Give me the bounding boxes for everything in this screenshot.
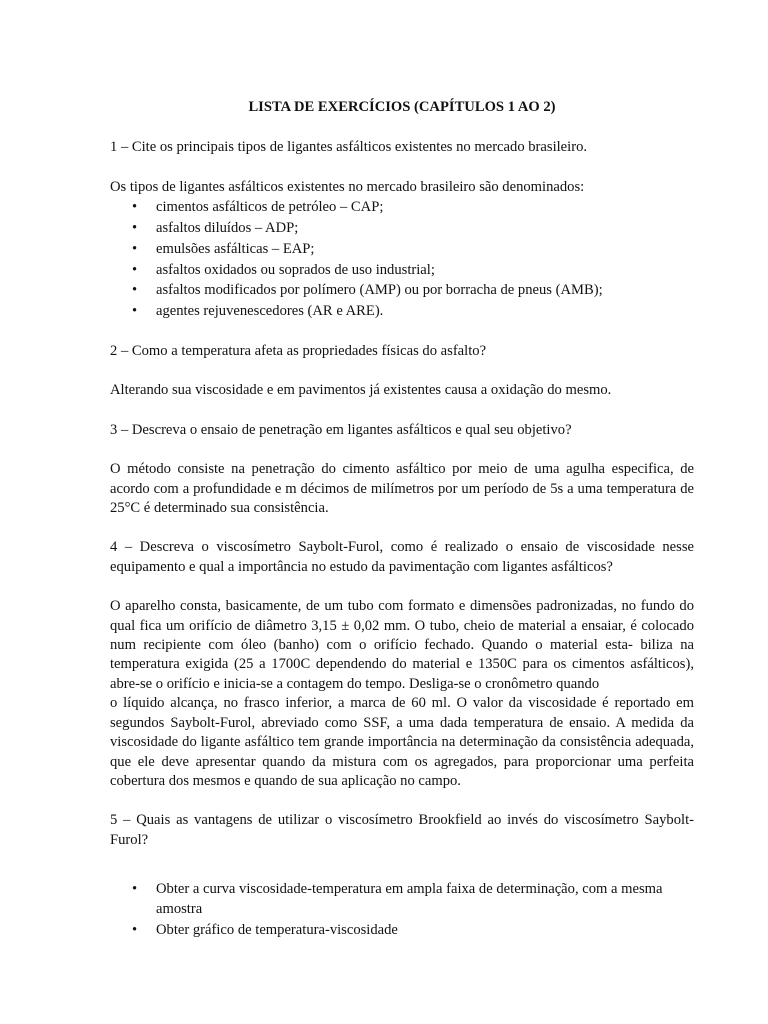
list-item: • cimentos asfálticos de petróleo – CAP; [110, 197, 694, 218]
question-4: 4 – Descreva o viscosímetro Saybolt-Furol, como é realizado o ensaio de viscosidade nesse equipamento e qual a importância no estudo da pavimentação com ligantes asfálticos? [110, 539, 694, 575]
answer-3: O método consiste na penetração do cimento asfáltico por meio de uma agulha especifica, de acordo com a profundidade e m décimos de milímetros por um período de 5s a uma temperatura de 25°C é determinado sua consistência. [110, 461, 694, 517]
answer-1-intro: Os tipos de ligantes asfálticos existentes no mercado brasileiro são denominados: [110, 178, 585, 195]
list-item: • Obter a curva viscosidade-temperatura em ampla faixa de determinação, com a mesma amostra [110, 880, 694, 919]
question-3: 3 – Descreva o ensaio de penetração em ligantes asfálticos e qual seu objetivo? [110, 421, 572, 438]
answer-1-list [110, 197, 694, 322]
list-item: • emulsões asfálticas – EAP; [110, 239, 694, 260]
question-1: 1 – Cite os principais tipos de ligantes asfálticos existentes no mercado brasileiro. [110, 139, 588, 156]
answer-4-part-2: o líquido alcança, no frasco inferior, a marca de 60 ml. O valor da viscosidade é reportado em segundos Saybolt-Furol, abreviado como SSF, a uma dada temperatura de ensaio. A medida da viscosidade do ligante asfáltico tem grande importância na determinação da consistência adequada, que ele deve apresentar quando da mistura com os agregados, para proporcionar uma perfeita cobertura dos mesmos e quando de sua aplicação no campo. [110, 695, 694, 789]
answer-2: Alterando sua viscosidade e em pavimentos já existentes causa a oxidação do mesmo. [110, 382, 612, 399]
question-5: 5 – Quais as vantagens de utilizar o viscosímetro Brookfield ao invés do viscosímetro Saybolt-Furol? [110, 812, 694, 848]
list-item: • asfaltos diluídos – ADP; [110, 218, 694, 239]
list-item: • asfaltos oxidados ou soprados de uso industrial; [110, 260, 694, 281]
document-page [110, 98, 694, 960]
document-title: LISTA DE EXERCÍCIOS (CAPÍTULOS 1 AO 2) [248, 99, 556, 115]
list-item: • asfaltos modificados por polímero (AMP) ou por borracha de pneus (AMB); [110, 280, 694, 301]
question-2: 2 – Como a temperatura afeta as propriedades físicas do asfalto? [110, 343, 487, 359]
list-item: • agentes rejuvenescedores (AR e ARE). [110, 301, 694, 322]
list-item: • Obter gráfico de temperatura-viscosidade [110, 921, 694, 940]
answer-5-list [110, 880, 694, 940]
answer-4-part-1: O aparelho consta, basicamente, de um tubo com formato e dimensões padronizadas, no fundo do qual fica um orifício de diâmetro 3,15 ± 0,02 mm. O tubo, cheio de material a ensaiar, é colocado num recipiente com óleo (banho) com o orifício fechado. Quando o material esta- biliza na temperatura exigida (25 a 1700C dependendo do material e 1350C para os cimentos asfálticos), abre-se o orifício e inicia-se a contagem do tempo. Desliga-se o cronômetro quando [110, 598, 694, 692]
